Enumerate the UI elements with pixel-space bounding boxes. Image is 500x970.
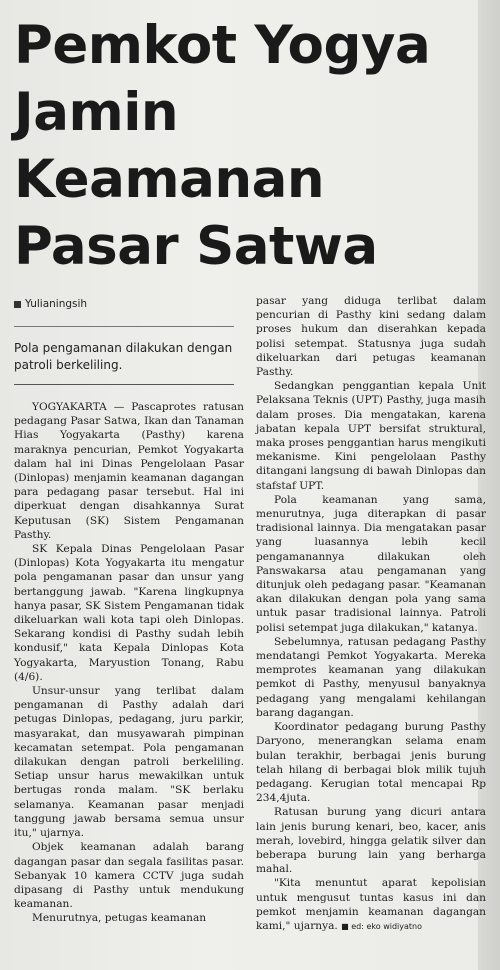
paragraph: pasar yang diduga terlibat dalam pencurian di Pasthy kini sedang dalam proses hukum dan diserahkan kepada polisi setempat. Statusnya juga sudah dikeluarkan dari petugas keamanan Pasthy. — [256, 295, 486, 379]
paragraph: Koordinator pedagang burung Pasthy Daryono, menerangkan selama enam bulan terakhir, berbagai jenis burung telah hilang di berbagai blok milik tujuh pedagang. Kerugian total mencapai Rp 234,4juta. — [256, 721, 486, 805]
paragraph: SK Kepala Dinas Pengelolaan Pasar (Dinlopas) Kota Yogyakarta itu mengatur pola pengamanan pasar dan unsur yang bertanggung jawab. "Karena lingkupnya hanya pasar, SK Sistem Pengamanan tidak dikeluarkan wali kota tapi oleh Dinlopas. Sekarang kondisi di Pasthy sudah lebih kondusif," kata Kepala Dinlopas Kota Yogyakarta, Maryustion Tonang, Rabu (4/6). — [14, 543, 244, 683]
paragraph: YOGYAKARTA — Pascaprotes ratusan pedagang Pasar Satwa, Ikan dan Tanaman Hias Yogyakarta (Pasthy) karena maraknya pencurian, Pemkot Yogyakarta dalam hal ini Dinas Pengelolaan Pasar (Dinlopas) menjamin keamanan dagangan para pedagang pasar tersebut. Hal ini diperkuat dengan disahkannya Surat Keputusan (SK) Sistem Pengamanan Pasthy. — [14, 401, 244, 541]
editor-credit: ■ ed: eko widiyatno — [341, 921, 422, 931]
subhead-bottom-rule — [14, 384, 234, 385]
subhead-top-rule — [14, 326, 234, 327]
subhead: Pola pengamanan dilakukan dengan patroli berkeliling. — [14, 341, 233, 372]
paragraph: Objek keamanan adalah barang dagangan pasar dan segala fasilitas pasar. Sebanyak 10 kamera CCTV juga sudah dipasang di Pasthy untuk mendukung keamanan. — [14, 841, 244, 911]
byline-square-icon — [14, 301, 21, 308]
paragraph: Sebelumnya, ratusan pedagang Pasthy mendatangi Pemkot Yogyakarta. Mereka memprotes keamanan yang dilakukan pemkot di Pasthy, menyusul banyaknya pedagang yang mengalami kehilangan barang dagangan. — [256, 635, 486, 719]
paragraph-last — [256, 876, 486, 934]
paragraph: Unsur-unsur yang terlibat dalam pengamanan di Pasthy adalah dari petugas Dinlopas, pedagang, juru parkir, masyarakat, dan musyawarah pimpinan kecamatan setempat. Pola pengamanan dilakukan dengan patroli berkeliling. Setiap unsur harus mewakilkan untuk bertugas ronda malam. "SK berlaku selamanya. Keamanan pasar menjadi tanggung jawab bersama semua unsur itu," ujarnya. — [14, 685, 244, 840]
closing-paragraph-text: "Kita menuntut aparat kepolisian untuk mengusut tuntas kasus ini dan pemkot menjamin keamanan dagangan kami," ujarnya. — [256, 877, 486, 932]
paragraph: Sedangkan penggantian kepala Unit Pelaksana Teknis (UPT) Pasthy, juga masih dalam proses. Dia mengatakan, karena jabatan kepala UPT bersifat struktural, maka proses penggantian harus mengikuti mekanisme. Kini pengelolaan Pasthy ditangani langsung di bawah Dinlopas dan stafstaf UPT. — [256, 380, 486, 492]
article-column-1 — [14, 400, 244, 926]
byline — [14, 298, 87, 310]
paragraph: Pola keamanan yang sama, menurutnya, juga diterapkan di pasar tradisional lainnya. Dia mengatakan pasar yang luasannya lebih kecil pengamanannya dilakukan oleh Panswakarsa atau pengamanan yang ditunjuk oleh pedagang pasar. "Keamanan akan dilakukan dengan pola yang sama untuk pasar tradisional lainnya. Patroli polisi setempat juga dilakukan," katanya. — [256, 493, 486, 634]
article-column-2 — [256, 294, 486, 934]
editor-name: ed: eko widiyatno — [351, 921, 422, 931]
byline-author: Yulianingsih — [25, 298, 88, 310]
paragraph: Menurutnya, petugas keamanan — [32, 912, 207, 925]
headline: Pemkot Yogya Jamin Keamanan Pasar Satwa — [14, 15, 431, 277]
paragraph: Ratusan burung yang dicuri antara lain jenis burung kenari, beo, kacer, anis merah, lovebird, hingga gelatik silver dan beberapa burung lain yang berharga mahal. — [256, 806, 486, 876]
